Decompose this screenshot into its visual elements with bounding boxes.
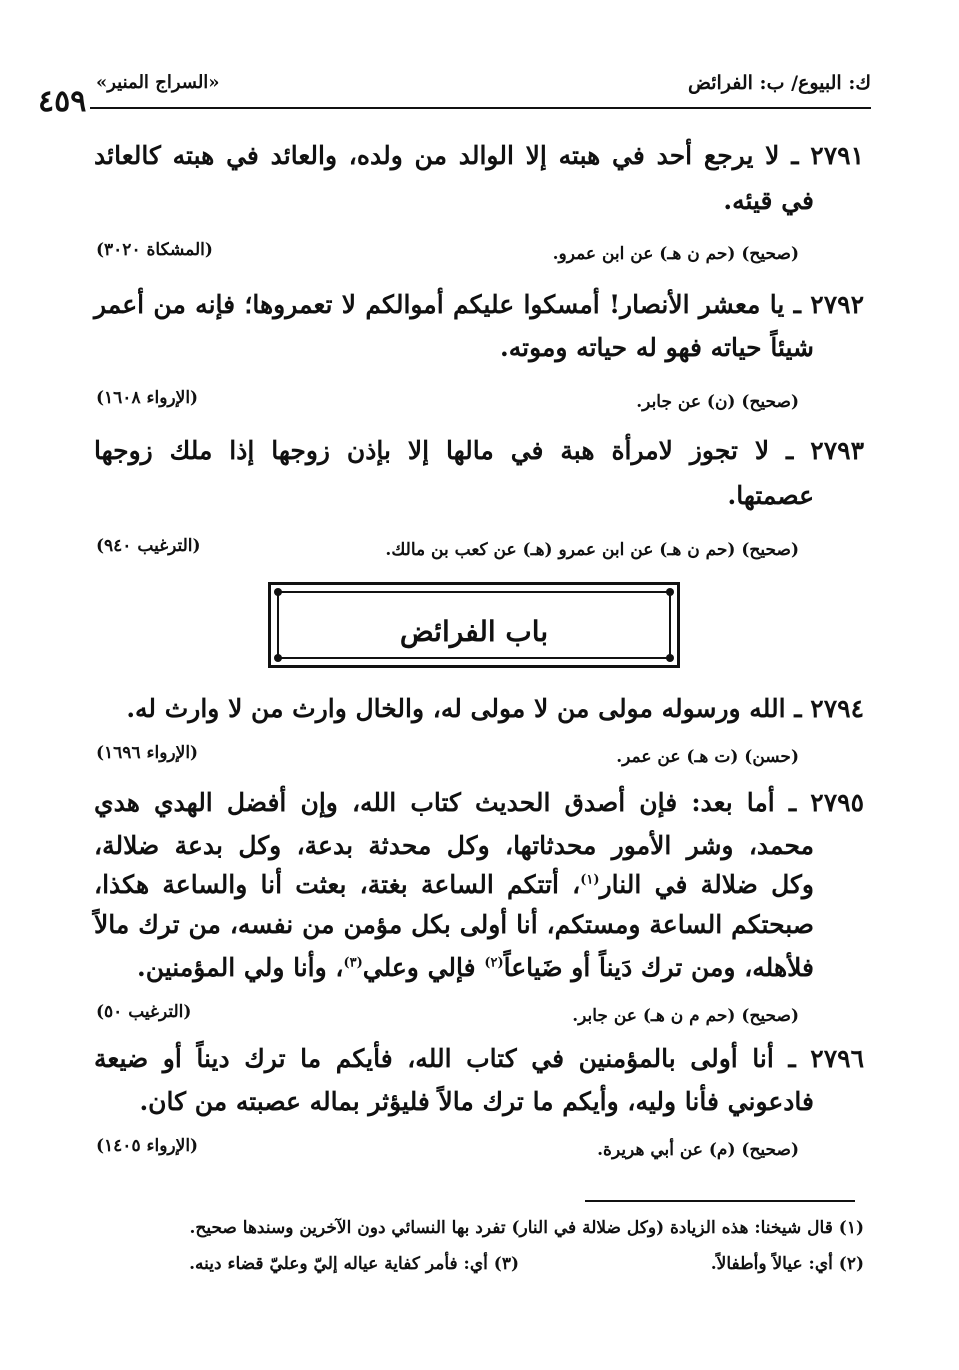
footnote-2: (٢) أي: عيالاً وأطفالاً. [710,1254,864,1274]
hadith-2792-line-2: شيئاً حياته فهو له حياته وموته. [500,333,814,362]
hadith-2794-reference: (الإرواء ١٦٩٦) [96,743,199,763]
hadith-2795-line-3 [94,872,814,897]
hadith-2793-reference: (الترغيب ٩٤٠) [96,536,201,556]
hadith-2795-line-3-text-b: ، أتتكم الساعة بغتة، بعثت أنا والساعة هكذا، [94,870,581,899]
footnote-ref-3: (٣) [343,955,363,971]
hadith-2791-line-1: ٢٧٩١ ـ لا يرجع أحد في هبته إلا الوالد من ولده، والعائد في هبته كالعائد [94,141,864,170]
hadith-2793-line-2: عصمتها. [727,481,814,510]
book-title: «السراج المنير» [96,72,220,93]
frame-corner-ornament [274,654,282,662]
footnote-rule [585,1200,855,1202]
page-number: ٤٥٩ [38,84,87,119]
chapter-title-frame [277,591,671,659]
frame-corner-ornament [666,588,674,596]
hadith-2791-line-2: في قيئه. [723,186,814,215]
hadith-2795-line-5-text-a: فلأهله، ومن ترك دَيناً أو ضَياعاً [503,953,814,982]
hadith-2795-line-2: محمد، وشر الأمور محدثاتها، وكل محدثة بدعة، وكل بدعة ضلالة، [94,831,814,860]
hadith-2795-line-5-text-c: ، وأنا ولي المؤمنين. [137,953,344,982]
hadith-2795-source: (صحيح) (حم م ن هـ) عن جابر. [572,1006,799,1026]
hadith-2796-line-2: فادعوني فأنا وليه، وأيكم ما ترك مالاً فليؤثر بماله عصبته من كان. [139,1087,814,1116]
hadith-2791-reference: (المشكاة ٣٠٢٠) [96,240,213,260]
hadith-2792-line-1: ٢٧٩٢ ـ يا معشر الأنصار! أمسكوا عليكم أموالكم لا تعمروها؛ فإنه من أعمر [94,290,864,319]
hadith-2796-reference: (الإرواء ١٤٠٥) [96,1136,199,1156]
frame-corner-ornament [274,588,282,596]
hadith-2792-reference: (الإرواء ١٦٠٨) [96,388,199,408]
hadith-2795-line-5-text-b: فإلي وعلي [362,953,485,982]
hadith-2795-line-3-text-a: وكل ضلالة في النار [599,870,815,899]
hadith-2796-line-1: ٢٧٩٦ ـ أنا أولى بالمؤمنين في كتاب الله، فأيكم ما ترك ديناً أو ضيعة [94,1044,864,1073]
chapter-title: باب الفرائض [399,615,549,648]
footnote-3: (٣) أي: فأمر كفاية عياله إليّ وعليّ قضاء دينه. [189,1254,519,1274]
chapter-heading: ك: البيوع/ ب: الفرائض [687,72,871,94]
hadith-2795-line-4: صبحتكم الساعة ومستكم، أنا أولى بكل مؤمن من نفسه، من ترك مالاً [94,910,814,939]
hadith-2793-source: (صحيح) (حم ن هـ) عن ابن عمرو (هـ) عن كعب بن مالك. [385,540,799,560]
frame-corner-ornament [666,654,674,662]
hadith-2795-line-5 [137,955,814,980]
hadith-2792-source: (صحيح) (ن) عن جابر. [636,392,799,412]
hadith-2794-source: (حسن) (ت هـ) عن عمر. [616,747,799,767]
hadith-2795-reference: (الترغيب ٥٠) [96,1002,192,1022]
hadith-2793-line-1: ٢٧٩٣ ـ لا تجوز لامرأة هبة في مالها إلا بإذن زوجها إذا ملك زوجها [94,436,864,465]
header-rule [90,107,871,109]
footnote-ref-1: (١) [580,872,600,888]
hadith-2791-source: (صحيح) (حم ن هـ) عن ابن عمرو. [552,244,799,264]
chapter-title-box [268,582,680,668]
footnote-1: (١) قال شيخنا: هذه الزيادة (وكل ضلالة في النار) تفرد بها النسائي دون الآخرين وسندها صحيح. [189,1218,864,1238]
hadith-2794-line-1: ٢٧٩٤ ـ الله ورسوله مولى من لا مولى له، والخال وارث من لا وارث له. [126,694,864,723]
hadith-2795-line-1: ٢٧٩٥ ـ أما بعد: فإن أصدق الحديث كتاب الله، وإن أفضل الهدي هدي [94,788,864,817]
hadith-2796-source: (صحيح) (م) عن أبي هريرة. [597,1140,799,1160]
footnote-ref-2: (٢) [484,955,504,971]
